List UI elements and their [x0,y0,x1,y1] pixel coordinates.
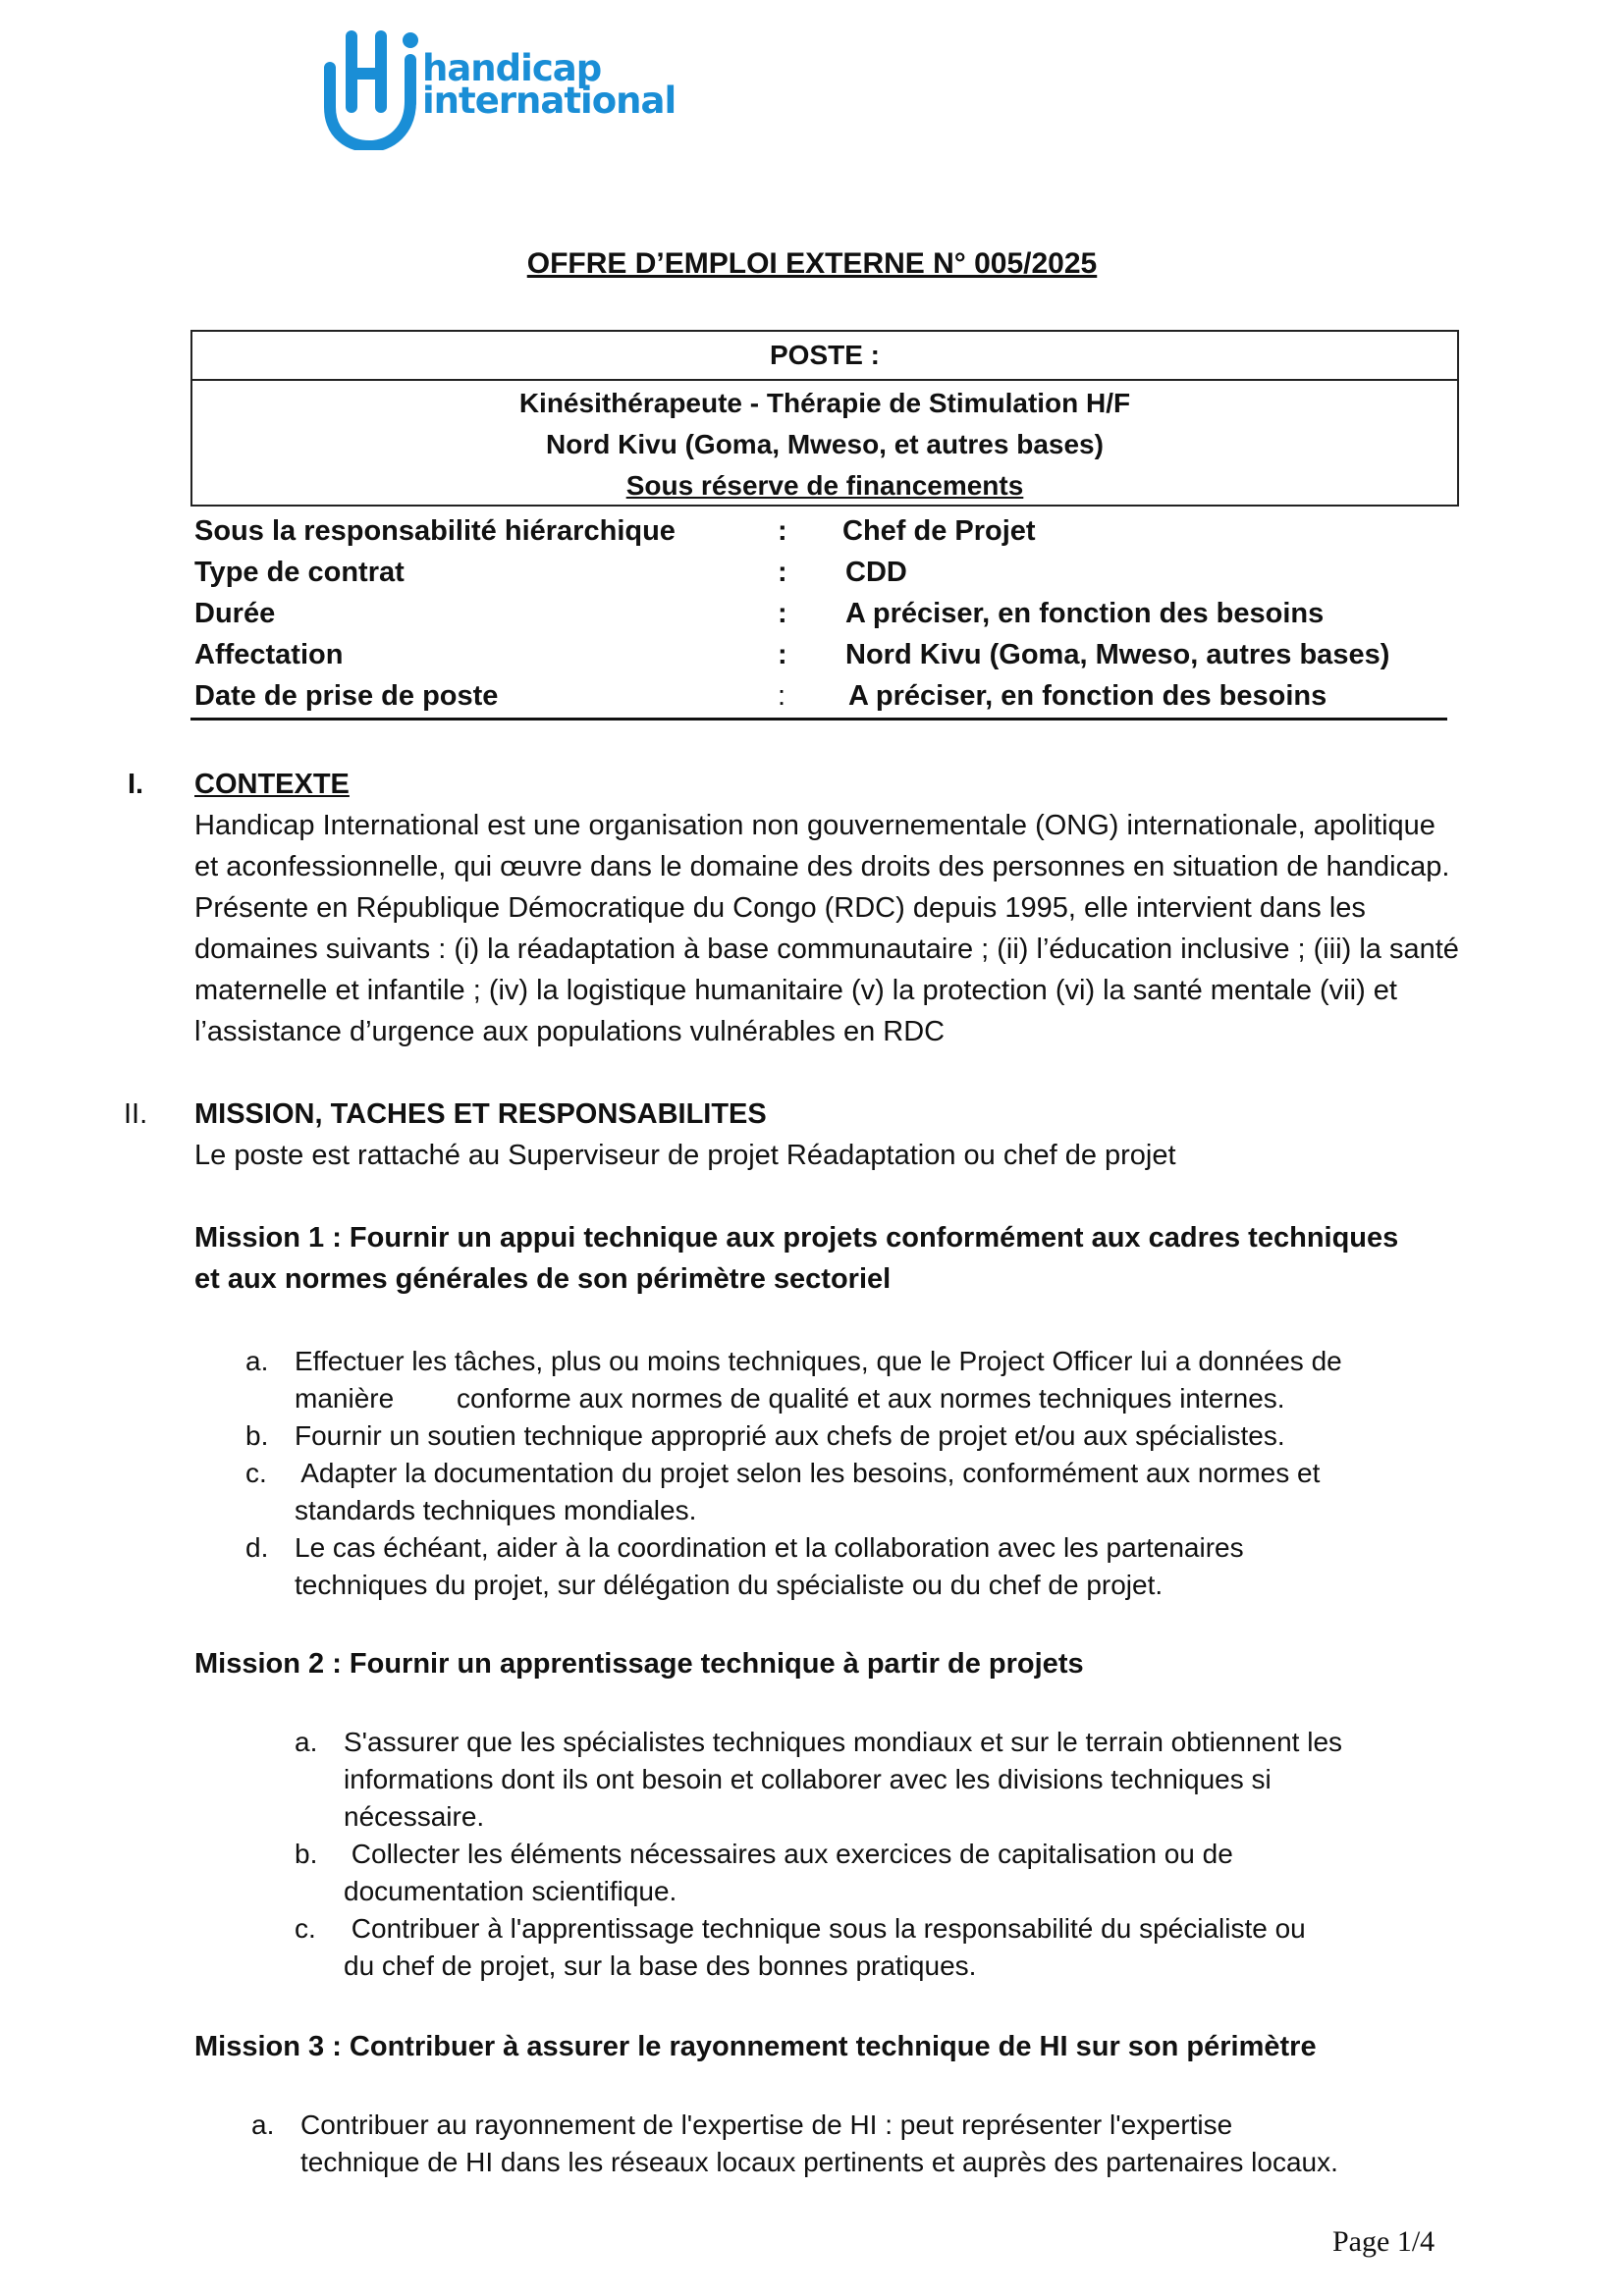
list-item-text: documentation scientifique. [344,1876,677,1906]
section-intro: Le poste est rattaché au Superviseur de projet Réadaptation ou chef de projet [194,1140,1176,1171]
detail-value-responsabilite: Chef de Projet [842,515,1036,547]
context-line: domaines suivants : (i) la réadaptation à base communautaire ; (ii) l’éducation inclusive ; (iii) la santé [194,934,1459,965]
mission-2-title: Mission 2 : Fournir un apprentissage technique à partir de projets [194,1648,1084,1680]
list-letter: a. [251,2109,275,2140]
context-line: Présente en République Démocratique du Congo (RDC) depuis 1995, elle intervient dans les [194,892,1366,924]
mission-1-title: Mission 1 : Fournir un appui technique aux projets conformément aux cadres techniques [194,1222,1399,1254]
logo-text-line1: handicap [422,47,602,89]
detail-value-date: A préciser, en fonction des besoins [848,680,1327,712]
poste-box [190,330,1459,507]
list-item-text: Effectuer les tâches, plus ou moins techniques, que le Project Officer lui a données de [295,1346,1342,1376]
context-line: et aconfessionnelle, qui œuvre dans le domaine des droits des personnes en situation de handicap. [194,851,1450,882]
offer-title: OFFRE D’EMPLOI EXTERNE N° 005/2025 [526,247,1098,280]
detail-label-affectation: Affectation [194,639,344,670]
list-item-text: standards techniques mondiales. [295,1495,697,1525]
list-item-text: Fournir un soutien technique approprié aux chefs de projet et/ou aux spécialistes. [295,1420,1285,1451]
mission-1-title-cont: et aux normes générales de son périmètre sectoriel [194,1263,892,1295]
logo-text-line2: international [422,80,677,122]
detail-value-duree: A préciser, en fonction des besoins [845,598,1325,629]
list-item-text: technique de HI dans les réseaux locaux pertinents et auprès des partenaires locaux. [300,2147,1338,2177]
list-letter: b. [295,1839,318,1869]
list-item-text: Contribuer au rayonnement de l'expertise de HI : peut représenter l'expertise [300,2109,1233,2140]
detail-value-affectation: Nord Kivu (Goma, Mweso, autres bases) [845,639,1390,670]
detail-colon: : [778,515,787,547]
list-letter: b. [245,1420,269,1451]
section-number: II. [124,1098,148,1130]
section-number: I. [128,769,144,800]
poste-location: Nord Kivu (Goma, Mweso, et autres bases) [546,429,1104,459]
list-item-text: Contribuer à l'apprentissage technique sous la responsabilité du spécialiste ou [344,1913,1306,1944]
list-item-text: Le cas échéant, aider à la coordination et la collaboration avec les partenaires [295,1532,1244,1563]
list-letter: a. [295,1727,318,1757]
poste-funding-note: Sous réserve de financements [625,470,1024,501]
detail-label-date: Date de prise de poste [194,680,499,712]
context-line: Handicap International est une organisation non gouvernementale (ONG) internationale, apolitique [194,810,1435,841]
list-letter: a. [245,1346,269,1376]
mission-3-title: Mission 3 : Contribuer à assurer le rayonnement technique de HI sur son périmètre [194,2031,1317,2062]
list-item-text: manière [295,1383,395,1414]
page-number: Page 1/4 [1332,2225,1435,2258]
list-letter: d. [245,1532,269,1563]
poste-header: POSTE : [192,332,1457,381]
detail-colon: : [778,680,786,712]
list-item-text: informations dont ils ont besoin et collaborer avec les divisions techniques si [344,1764,1272,1794]
details-divider [190,718,1447,721]
list-item-text: Adapter la documentation du projet selon les besoins, conformément aux normes et [295,1458,1321,1488]
hi-hand-icon [320,25,418,150]
list-item-text: S'assurer que les spécialistes techniques mondiaux et sur le terrain obtiennent les [344,1727,1343,1757]
context-line: l’assistance d’urgence aux populations vulnérables en RDC [194,1016,946,1047]
context-line: maternelle et infantile ; (iv) la logistique humanitaire (v) la protection (vi) la santé mentale (vii) et [194,975,1397,1006]
detail-colon: : [778,639,787,670]
detail-label-contrat: Type de contrat [194,557,405,588]
list-item-text: Collecter les éléments nécessaires aux exercices de capitalisation ou de [344,1839,1233,1869]
list-letter: c. [295,1913,316,1944]
detail-value-contrat: CDD [845,557,907,588]
list-item-text: techniques du projet, sur délégation du spécialiste ou du chef de projet. [295,1570,1164,1600]
list-letter: c. [245,1458,267,1488]
detail-label-responsabilite: Sous la responsabilité hiérarchique [194,515,676,547]
list-item-text: du chef de projet, sur la base des bonnes pratiques. [344,1950,977,1981]
section-title-mission: MISSION, TACHES ET RESPONSABILITES [194,1098,767,1130]
section-title-contexte: CONTEXTE [194,769,350,800]
detail-label-duree: Durée [194,598,276,629]
detail-colon: : [778,598,787,629]
poste-title: Kinésithérapeute - Thérapie de Stimulation H/F [518,388,1131,418]
detail-colon: : [778,557,787,588]
list-item-text: nécessaire. [344,1801,485,1832]
list-item-text: conforme aux normes de qualité et aux normes techniques internes. [457,1383,1285,1414]
